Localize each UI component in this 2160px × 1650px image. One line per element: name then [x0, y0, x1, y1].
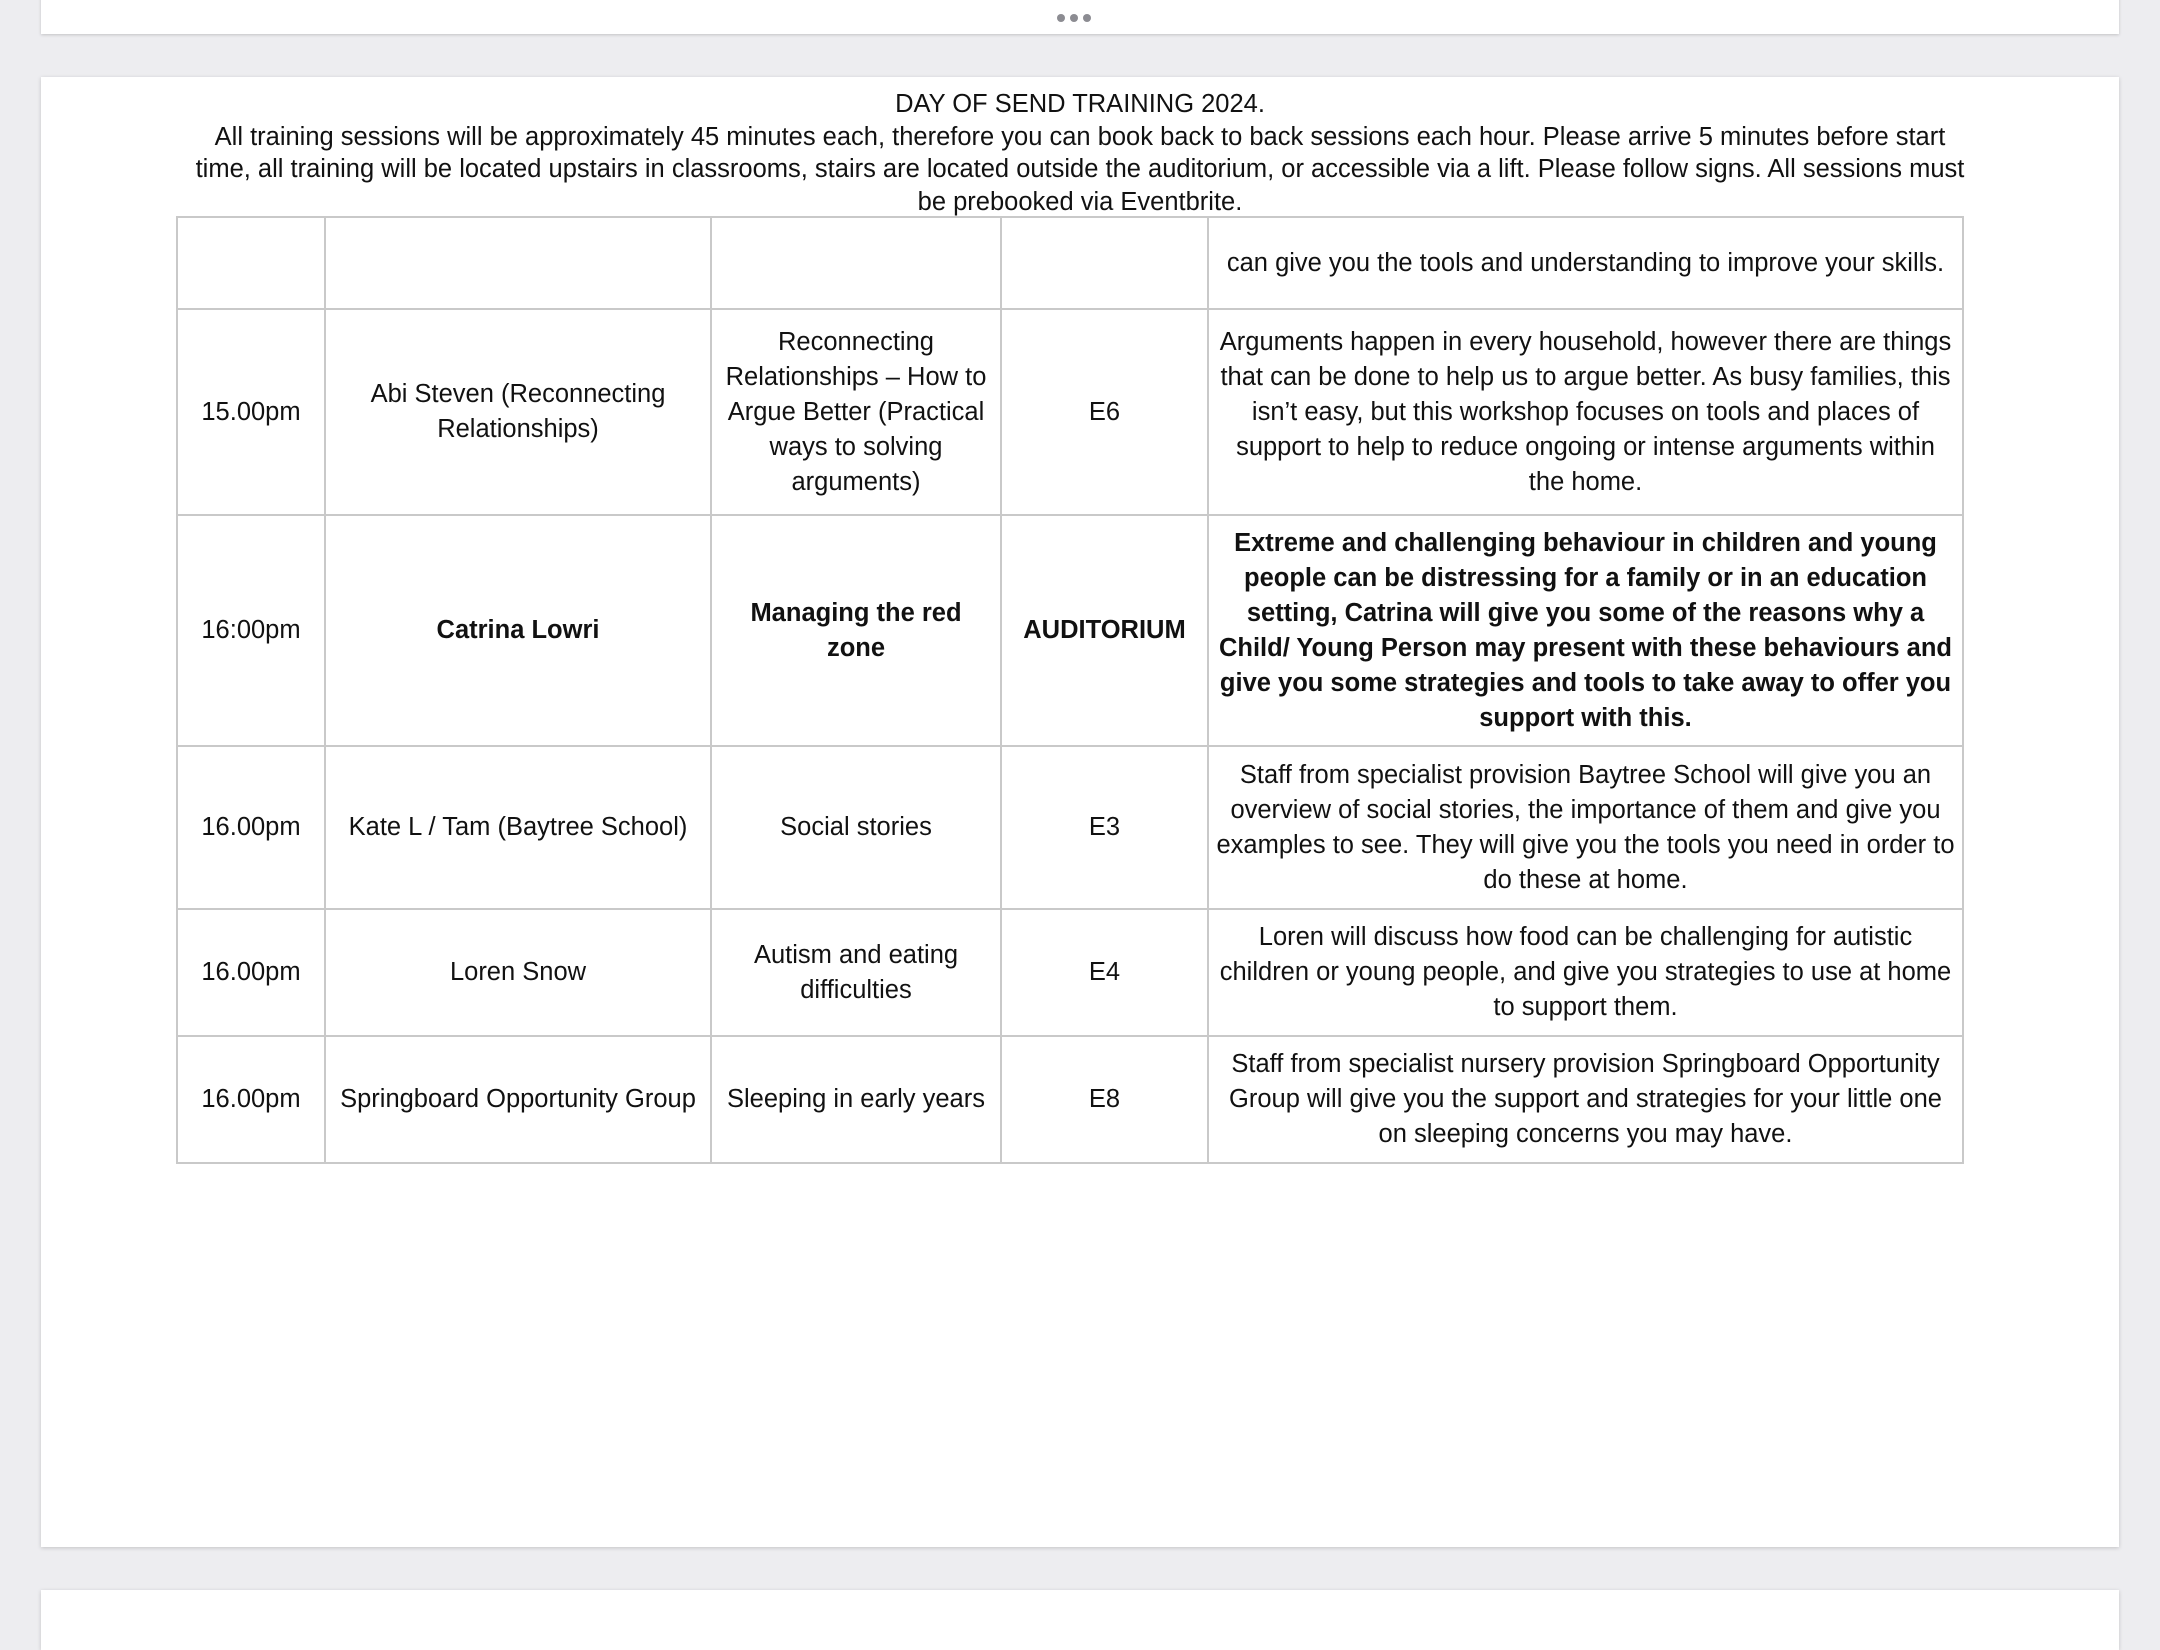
session-cell: Social stories — [711, 746, 1001, 909]
document-intro: All training sessions will be approximately 45 minutes each, therefore you can book back to back sessions each hour. Please arrive 5 minutes before start time, all training will be located upstairs in classrooms, stairs are located outside the auditorium, or accessible via a lift. Please follow signs. All sessions must be prebooked via Eventbrite. — [195, 122, 1965, 216]
speaker-cell: Abi Steven (Reconnecting Relationships) — [325, 309, 711, 515]
description-cell: Arguments happen in every household, however there are things that can be done to help us to argue better. As busy families, this isn’t easy, but this workshop focuses on tools and places of support to help to reduce ongoing or intense arguments within the home. — [1208, 309, 1963, 515]
table-row — [177, 217, 1963, 309]
room-cell: E8 — [1001, 1036, 1208, 1163]
table-row — [177, 515, 1963, 746]
dot — [1083, 14, 1091, 22]
speaker-cell — [325, 217, 711, 309]
description-cell: Staff from specialist provision Baytree School will give you an overview of social stories, the importance of them and give you examples to see. They will give you the tools you need in order to do these at home. — [1208, 746, 1963, 909]
table-row — [177, 746, 1963, 909]
time-cell: 16.00pm — [177, 746, 325, 909]
speaker-cell: Catrina Lowri — [325, 515, 711, 746]
time-cell: 16:00pm — [177, 515, 325, 746]
next-page — [41, 1590, 2119, 1650]
document-title: DAY OF SEND TRAINING 2024. — [895, 90, 1265, 118]
table-row — [177, 1036, 1963, 1163]
dot — [1070, 14, 1078, 22]
sessions-table — [176, 216, 1964, 1164]
session-cell: Sleeping in early years — [711, 1036, 1001, 1163]
description-cell: can give you the tools and understanding to improve your skills. — [1208, 217, 1963, 309]
table-row — [177, 909, 1963, 1036]
speaker-cell: Springboard Opportunity Group — [325, 1036, 711, 1163]
session-cell: Managing the red zone — [711, 515, 1001, 746]
room-cell: E6 — [1001, 309, 1208, 515]
dot — [1057, 14, 1065, 22]
document-header — [185, 88, 1975, 218]
time-cell: 16.00pm — [177, 909, 325, 1036]
speaker-cell: Kate L / Tam (Baytree School) — [325, 746, 711, 909]
room-cell: E4 — [1001, 909, 1208, 1036]
room-cell — [1001, 217, 1208, 309]
session-cell: Reconnecting Relationships – How to Argue Better (Practical ways to solving arguments) — [711, 309, 1001, 515]
more-options-icon[interactable] — [1057, 14, 1091, 22]
time-cell: 16.00pm — [177, 1036, 325, 1163]
speaker-cell: Loren Snow — [325, 909, 711, 1036]
description-cell: Loren will discuss how food can be challenging for autistic children or young people, and give you strategies to use at home to support them. — [1208, 909, 1963, 1036]
description-cell: Staff from specialist nursery provision Springboard Opportunity Group will give you the support and strategies for your little one on sleeping concerns you may have. — [1208, 1036, 1963, 1163]
time-cell: 15.00pm — [177, 309, 325, 515]
time-cell — [177, 217, 325, 309]
table-row — [177, 309, 1963, 515]
room-cell: E3 — [1001, 746, 1208, 909]
description-cell: Extreme and challenging behaviour in children and young people can be distressing for a family or in an education setting, Catrina will give you some of the reasons why a Child/ Young Person may present with these behaviours and give you some strategies and tools to take away to offer you support with this. — [1208, 515, 1963, 746]
session-cell — [711, 217, 1001, 309]
session-cell: Autism and eating difficulties — [711, 909, 1001, 1036]
room-cell: AUDITORIUM — [1001, 515, 1208, 746]
